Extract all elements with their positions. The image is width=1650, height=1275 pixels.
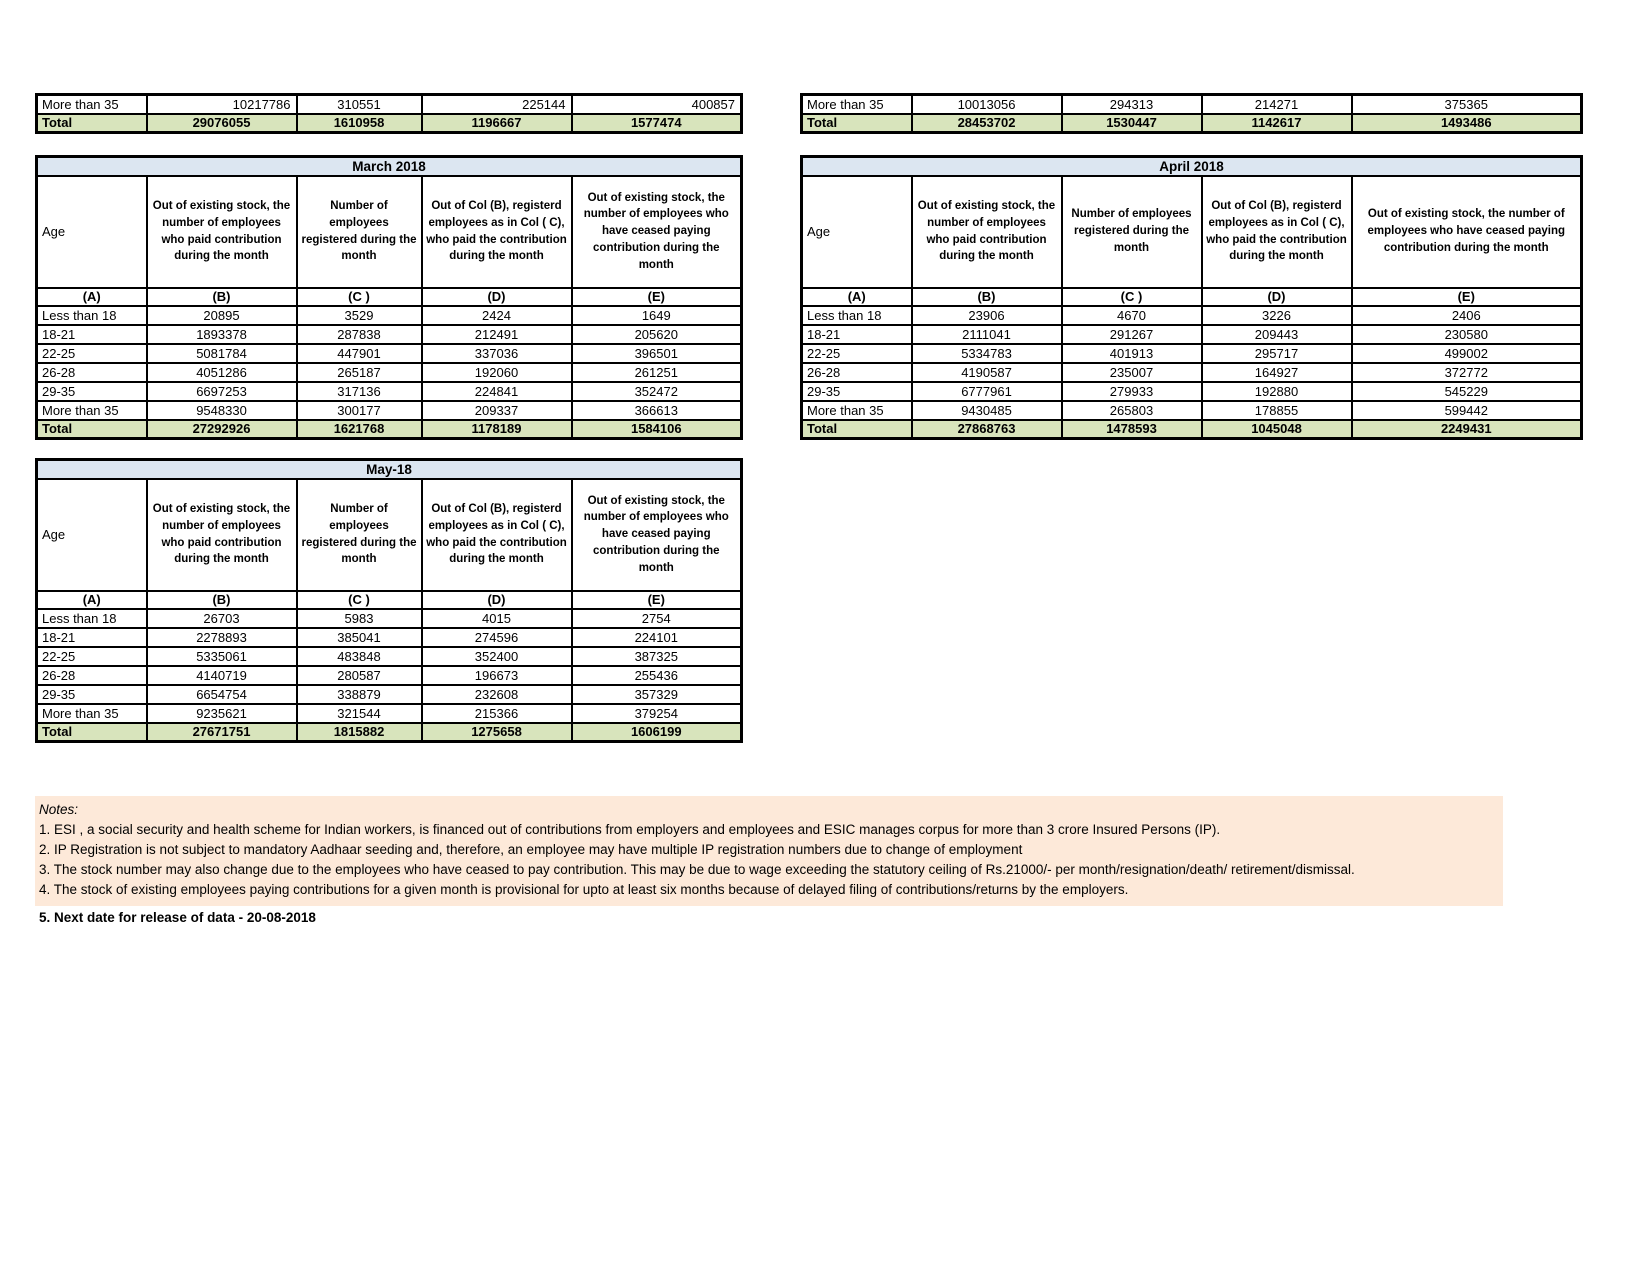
cell-value: 261251 [572, 363, 742, 382]
cell-value: 9235621 [147, 704, 297, 723]
table-row [37, 666, 742, 685]
cell-value: 4140719 [147, 666, 297, 685]
column-letters-row [802, 288, 1582, 306]
cell-value: 401913 [1062, 344, 1202, 363]
cell-value: 366613 [572, 401, 742, 420]
column-header-b: Out of existing stock, the number of employees who paid contribution during the month [147, 479, 297, 591]
column-header-c: Number of employees registered during the month [297, 479, 422, 591]
cell-value: 2111041 [912, 325, 1062, 344]
column-header-d: Out of Col (B), registerd employees as in Col ( C), who paid the contribution during the month [1202, 176, 1352, 288]
cell-value: 1893378 [147, 325, 297, 344]
cell-value: 352472 [572, 382, 742, 401]
cell-value: 192060 [422, 363, 572, 382]
total-value: 1196667 [422, 114, 572, 133]
notes-heading: Notes: [39, 802, 79, 817]
cell-value: 214271 [1202, 95, 1352, 114]
row-label: 22-25 [802, 344, 912, 363]
total-value: 29076055 [147, 114, 297, 133]
column-letter: (E) [572, 288, 742, 306]
row-label: Less than 18 [37, 609, 147, 628]
total-value: 28453702 [912, 114, 1062, 133]
cell-value: 225144 [422, 95, 572, 114]
cell-value: 224101 [572, 628, 742, 647]
cell-value: 287838 [297, 325, 422, 344]
column-header-c: Number of employees registered during the month [1062, 176, 1202, 288]
cell-value: 387325 [572, 647, 742, 666]
cell-value: 26703 [147, 609, 297, 628]
total-value: 27671751 [147, 723, 297, 742]
row-label: More than 35 [802, 401, 912, 420]
row-label: 29-35 [802, 382, 912, 401]
row-label: 22-25 [37, 344, 147, 363]
note-4: 4. The stock of existing employees paying contributions for a given month is provisional for upto at least six months because of delayed filing of contributions/returns by the employers. [39, 882, 1129, 897]
partial-table-right [800, 93, 1583, 134]
row-label: 18-21 [37, 325, 147, 344]
table-row [37, 647, 742, 666]
total-label: Total [802, 420, 912, 439]
column-header-e: Out of existing stock, the number of employees who have ceased paying contribution during the month [572, 479, 742, 591]
total-value: 27868763 [912, 420, 1062, 439]
table-march-2018 [35, 155, 743, 440]
cell-value: 321544 [297, 704, 422, 723]
cell-value: 6777961 [912, 382, 1062, 401]
column-header-c: Number of employees registered during the month [297, 176, 422, 288]
table-title-row [37, 460, 742, 479]
row-label: More than 35 [37, 401, 147, 420]
total-value: 1606199 [572, 723, 742, 742]
table-row [37, 609, 742, 628]
cell-value: 317136 [297, 382, 422, 401]
note-3: 3. The stock number may also change due to the employees who have ceased to pay contribution. This may be due to wage exceeding the statutory ceiling of Rs.21000/- per month/resignation/death/ retirement/dismissal. [39, 862, 1355, 877]
cell-value: 255436 [572, 666, 742, 685]
cell-value: 265803 [1062, 401, 1202, 420]
cell-value: 379254 [572, 704, 742, 723]
notes-highlight-block [35, 796, 1503, 906]
column-header-row [37, 479, 742, 591]
cell-value: 209443 [1202, 325, 1352, 344]
cell-value: 205620 [572, 325, 742, 344]
table-row [37, 382, 742, 401]
column-header-b: Out of existing stock, the number of employees who paid contribution during the month [912, 176, 1062, 288]
total-label: Total [37, 723, 147, 742]
column-header-age: Age [37, 479, 147, 591]
cell-value: 2754 [572, 609, 742, 628]
table-row [37, 363, 742, 382]
table-row [802, 95, 1582, 114]
cell-value: 280587 [297, 666, 422, 685]
total-value: 1584106 [572, 420, 742, 439]
row-label: 18-21 [802, 325, 912, 344]
cell-value: 9430485 [912, 401, 1062, 420]
total-label: Total [37, 420, 147, 439]
total-row [37, 114, 742, 133]
column-letter: (D) [422, 591, 572, 609]
column-header-e: Out of existing stock, the number of employees who have ceased paying contribution during the month [572, 176, 742, 288]
cell-value: 6697253 [147, 382, 297, 401]
row-label: 18-21 [37, 628, 147, 647]
cell-value: 300177 [297, 401, 422, 420]
row-label: 22-25 [37, 647, 147, 666]
cell-value: 385041 [297, 628, 422, 647]
row-label: 29-35 [37, 685, 147, 704]
total-value: 1045048 [1202, 420, 1352, 439]
cell-value: 4015 [422, 609, 572, 628]
cell-value: 5334783 [912, 344, 1062, 363]
cell-value: 375365 [1352, 95, 1582, 114]
cell-value: 295717 [1202, 344, 1352, 363]
cell-value: 4051286 [147, 363, 297, 382]
total-label: Total [802, 114, 912, 133]
total-value: 1610958 [297, 114, 422, 133]
cell-value: 279933 [1062, 382, 1202, 401]
cell-value: 274596 [422, 628, 572, 647]
column-letter: (A) [802, 288, 912, 306]
table-row [37, 306, 742, 325]
row-label: 26-28 [37, 363, 147, 382]
total-value: 1530447 [1062, 114, 1202, 133]
total-value: 1178189 [422, 420, 572, 439]
column-header-age: Age [37, 176, 147, 288]
table-may-2018 [35, 458, 743, 743]
column-letter: (B) [147, 591, 297, 609]
table-row [802, 306, 1582, 325]
cell-value: 337036 [422, 344, 572, 363]
column-letter: (D) [1202, 288, 1352, 306]
row-label: 26-28 [802, 363, 912, 382]
cell-value: 400857 [572, 95, 742, 114]
column-header-e: Out of existing stock, the number of employees who have ceased paying contribution during the month [1352, 176, 1582, 288]
cell-value: 310551 [297, 95, 422, 114]
cell-value: 3226 [1202, 306, 1352, 325]
cell-value: 9548330 [147, 401, 297, 420]
cell-value: 5335061 [147, 647, 297, 666]
column-letter: (A) [37, 591, 147, 609]
total-value: 1621768 [297, 420, 422, 439]
column-letter: (C ) [297, 591, 422, 609]
column-letter: (E) [572, 591, 742, 609]
table-title: April 2018 [802, 157, 1582, 176]
cell-value: 483848 [297, 647, 422, 666]
cell-value: 447901 [297, 344, 422, 363]
table-row [37, 325, 742, 344]
column-header-d: Out of Col (B), registerd employees as in Col ( C), who paid the contribution during the month [422, 176, 572, 288]
notes-section [35, 796, 1503, 928]
row-label: Less than 18 [37, 306, 147, 325]
total-value: 1478593 [1062, 420, 1202, 439]
column-letter: (A) [37, 288, 147, 306]
note-1: 1. ESI , a social security and health scheme for Indian workers, is financed out of contributions from employers and employees and ESIC manages corpus for more than 3 crore Insured Persons (IP). [39, 822, 1221, 837]
cell-value: 357329 [572, 685, 742, 704]
column-header-age: Age [802, 176, 912, 288]
total-value: 1577474 [572, 114, 742, 133]
row-label: More than 35 [37, 95, 147, 114]
cell-value: 499002 [1352, 344, 1582, 363]
row-label: More than 35 [802, 95, 912, 114]
table-row [37, 628, 742, 647]
total-label: Total [37, 114, 147, 133]
total-value: 27292926 [147, 420, 297, 439]
cell-value: 212491 [422, 325, 572, 344]
cell-value: 5983 [297, 609, 422, 628]
cell-value: 1649 [572, 306, 742, 325]
cell-value: 4670 [1062, 306, 1202, 325]
column-letters-row [37, 591, 742, 609]
total-value: 1142617 [1202, 114, 1352, 133]
row-label: More than 35 [37, 704, 147, 723]
cell-value: 5081784 [147, 344, 297, 363]
column-header-row [37, 176, 742, 288]
column-letter: (C ) [297, 288, 422, 306]
cell-value: 178855 [1202, 401, 1352, 420]
cell-value: 209337 [422, 401, 572, 420]
cell-value: 6654754 [147, 685, 297, 704]
total-value: 1275658 [422, 723, 572, 742]
cell-value: 2278893 [147, 628, 297, 647]
total-value: 1493486 [1352, 114, 1582, 133]
column-letter: (B) [147, 288, 297, 306]
table-april-2018 [800, 155, 1583, 440]
column-header-b: Out of existing stock, the number of employees who paid contribution during the month [147, 176, 297, 288]
total-value: 1815882 [297, 723, 422, 742]
cell-value: 230580 [1352, 325, 1582, 344]
cell-value: 10013056 [912, 95, 1062, 114]
total-value: 2249431 [1352, 420, 1582, 439]
cell-value: 232608 [422, 685, 572, 704]
table-row [802, 382, 1582, 401]
column-letter: (D) [422, 288, 572, 306]
cell-value: 294313 [1062, 95, 1202, 114]
cell-value: 196673 [422, 666, 572, 685]
total-row [37, 723, 742, 742]
table-title-row [37, 157, 742, 176]
cell-value: 3529 [297, 306, 422, 325]
cell-value: 23906 [912, 306, 1062, 325]
cell-value: 164927 [1202, 363, 1352, 382]
table-row [802, 325, 1582, 344]
table-title: March 2018 [37, 157, 742, 176]
cell-value: 2424 [422, 306, 572, 325]
total-row [802, 420, 1582, 439]
cell-value: 352400 [422, 647, 572, 666]
row-label: Less than 18 [802, 306, 912, 325]
total-row [802, 114, 1582, 133]
note-2: 2. IP Registration is not subject to mandatory Aadhaar seeding and, therefore, an employee may have multiple IP registration numbers due to change of employment [39, 842, 1023, 857]
table-row [802, 401, 1582, 420]
cell-value: 265187 [297, 363, 422, 382]
column-letters-row [37, 288, 742, 306]
partial-table-left [35, 93, 743, 134]
cell-value: 291267 [1062, 325, 1202, 344]
column-letter: (C ) [1062, 288, 1202, 306]
cell-value: 192880 [1202, 382, 1352, 401]
cell-value: 20895 [147, 306, 297, 325]
column-letter: (E) [1352, 288, 1582, 306]
table-title-row [802, 157, 1582, 176]
note-next-release-date: 5. Next date for release of data - 20-08-2018 [39, 910, 316, 925]
cell-value: 4190587 [912, 363, 1062, 382]
cell-value: 372772 [1352, 363, 1582, 382]
cell-value: 599442 [1352, 401, 1582, 420]
cell-value: 396501 [572, 344, 742, 363]
cell-value: 235007 [1062, 363, 1202, 382]
table-row [37, 401, 742, 420]
table-row [37, 95, 742, 114]
row-label: 26-28 [37, 666, 147, 685]
table-title: May-18 [37, 460, 742, 479]
column-letter: (B) [912, 288, 1062, 306]
table-row [37, 704, 742, 723]
total-row [37, 420, 742, 439]
table-row [37, 685, 742, 704]
table-row [802, 363, 1582, 382]
cell-value: 10217786 [147, 95, 297, 114]
column-header-row [802, 176, 1582, 288]
cell-value: 545229 [1352, 382, 1582, 401]
cell-value: 2406 [1352, 306, 1582, 325]
cell-value: 224841 [422, 382, 572, 401]
row-label: 29-35 [37, 382, 147, 401]
table-row [802, 344, 1582, 363]
column-header-d: Out of Col (B), registerd employees as in Col ( C), who paid the contribution during the month [422, 479, 572, 591]
cell-value: 338879 [297, 685, 422, 704]
table-row [37, 344, 742, 363]
cell-value: 215366 [422, 704, 572, 723]
